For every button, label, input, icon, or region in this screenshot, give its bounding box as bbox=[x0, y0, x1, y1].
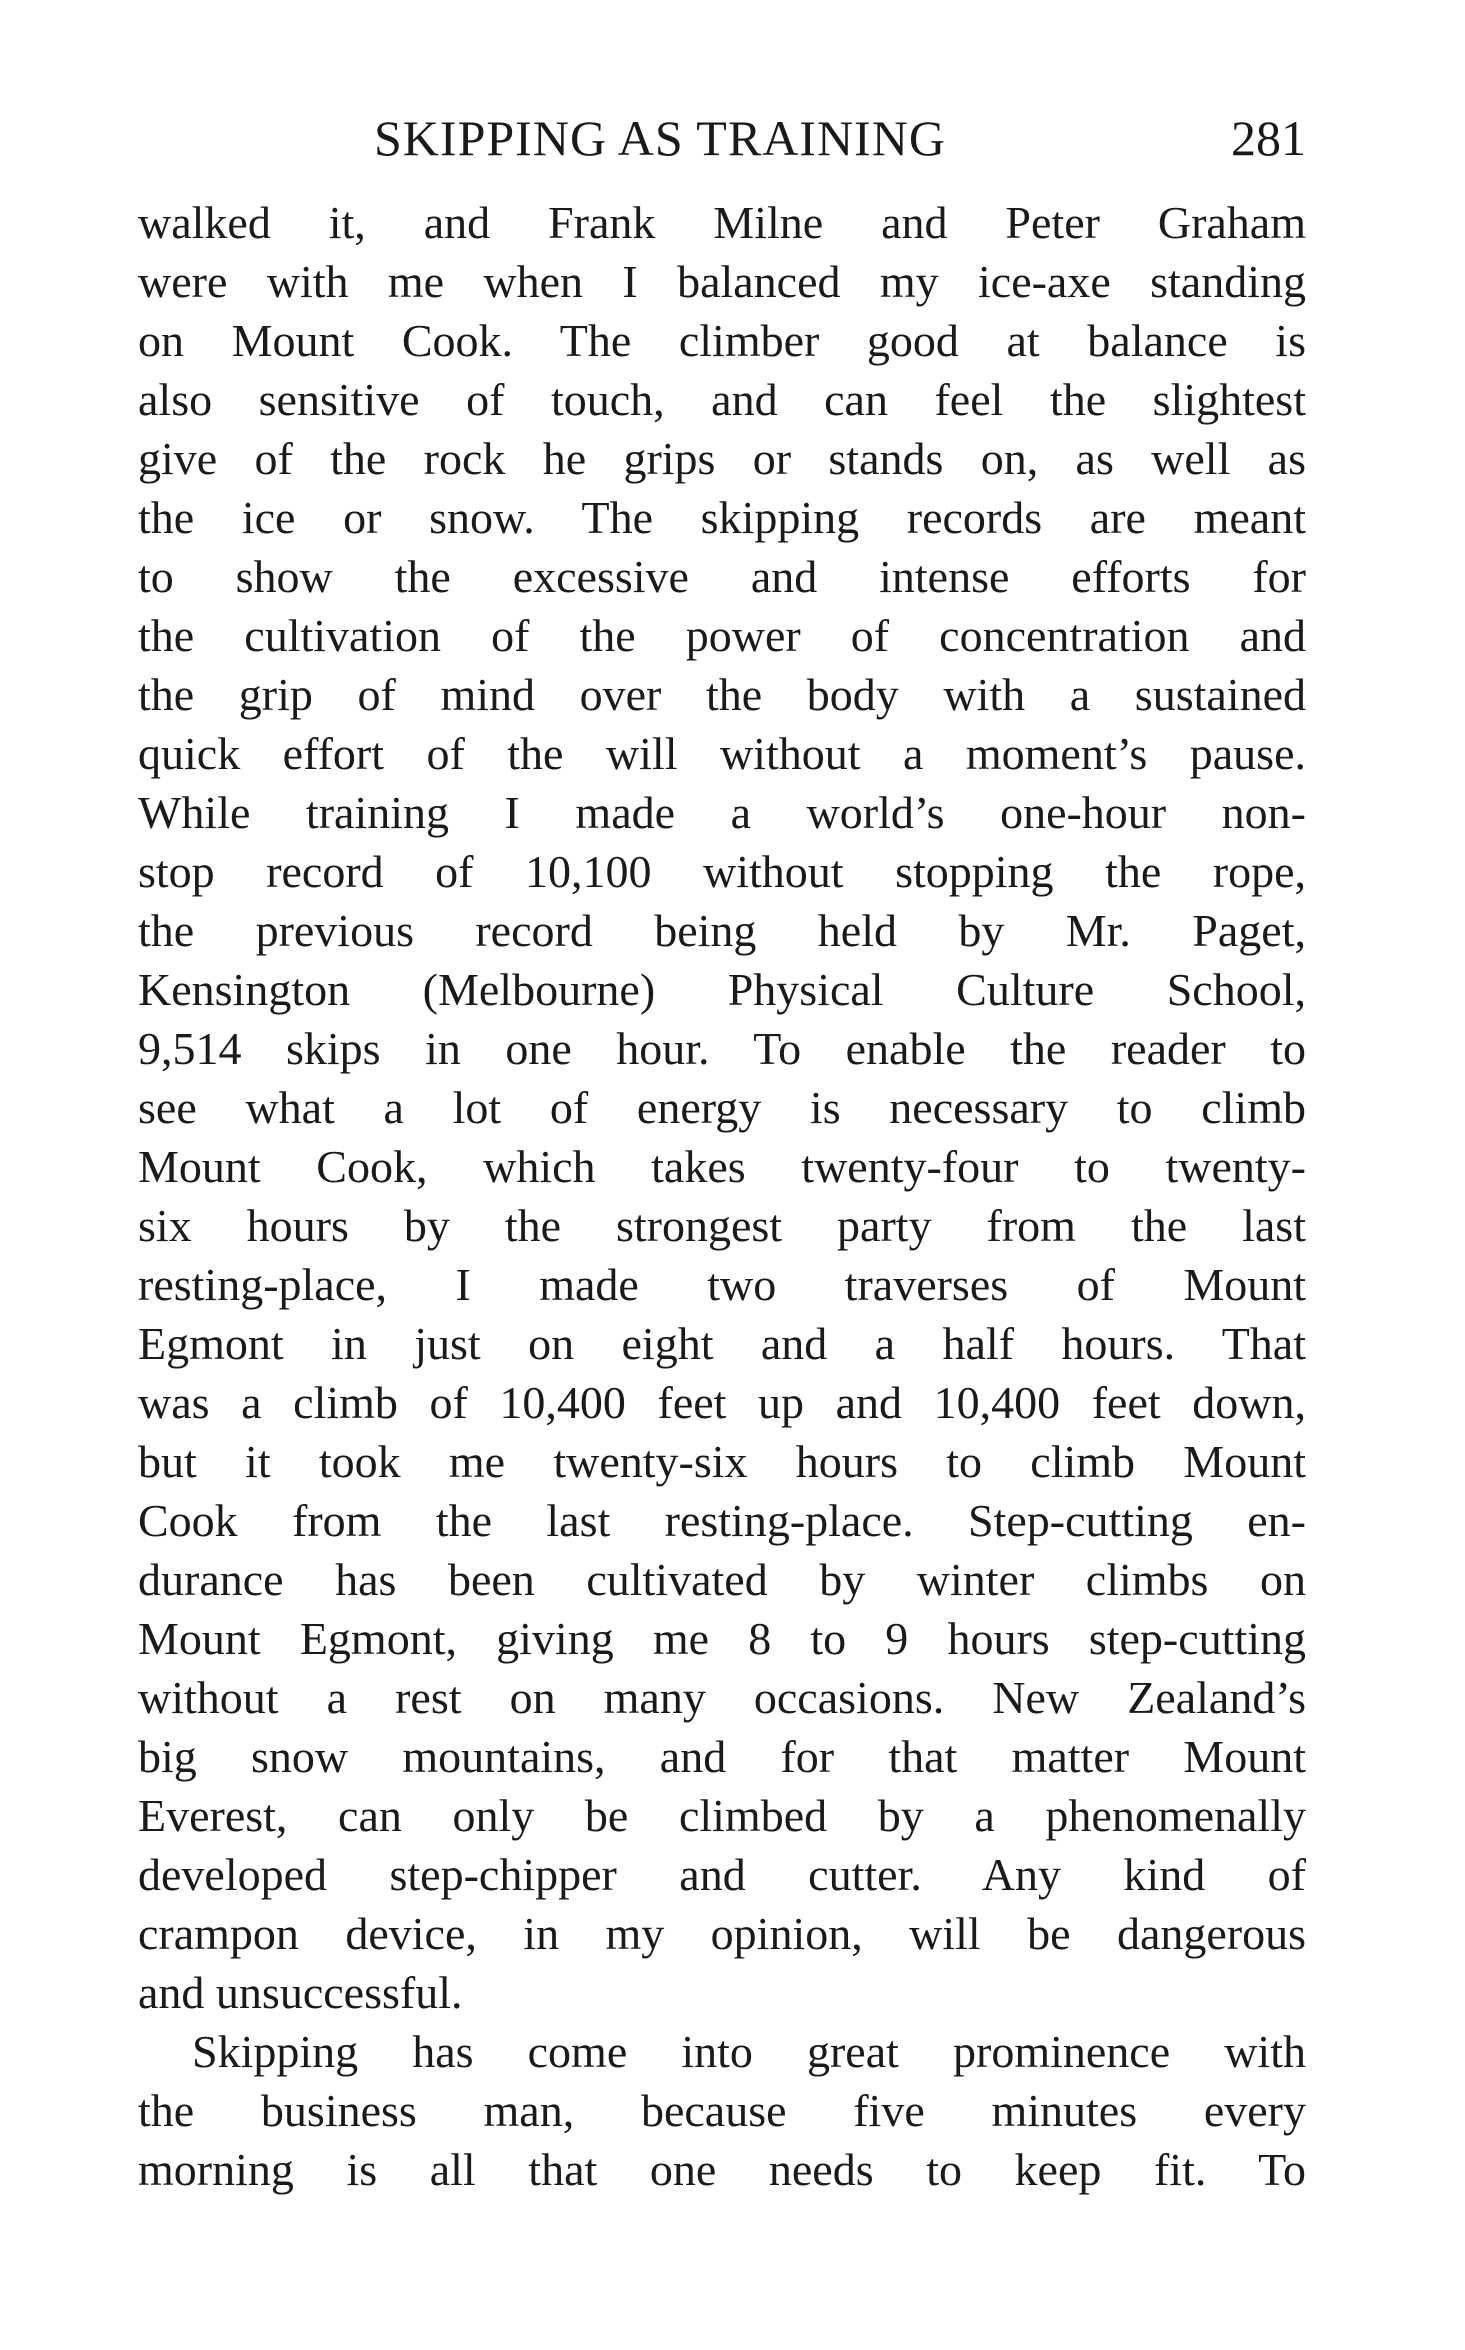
text-line: give of the rock he grips or stands on, as well as bbox=[138, 433, 1306, 484]
text-line: big snow mountains, and for that matter Mount bbox=[138, 1731, 1306, 1782]
text-line: on Mount Cook. The climber good at balance is bbox=[138, 315, 1306, 366]
text-line: the previous record being held by Mr. Paget, bbox=[138, 905, 1306, 956]
text-line: to show the excessive and intense efforts for bbox=[138, 551, 1306, 602]
text-line: Everest, can only be climbed by a phenomenally bbox=[138, 1790, 1306, 1841]
text-line: the grip of mind over the body with a sustained bbox=[138, 669, 1306, 720]
text-line: walked it, and Frank Milne and Peter Graham bbox=[138, 197, 1306, 248]
body-text bbox=[138, 193, 1306, 2199]
text-line: was a climb of 10,400 feet up and 10,400 feet down, bbox=[138, 1377, 1306, 1428]
text-line: the business man, because five minutes every bbox=[138, 2085, 1306, 2136]
text-line: morning is all that one needs to keep fit. To bbox=[138, 2144, 1306, 2195]
running-head bbox=[138, 103, 1306, 173]
text-line: Egmont in just on eight and a half hours. That bbox=[138, 1318, 1306, 1369]
text-line: six hours by the strongest party from the last bbox=[138, 1200, 1306, 1251]
text-line: Mount Cook, which takes twenty-four to twenty- bbox=[138, 1141, 1306, 1192]
text-line: also sensitive of touch, and can feel the slightest bbox=[138, 374, 1306, 425]
running-title: SKIPPING AS TRAINING bbox=[374, 110, 946, 166]
book-page bbox=[138, 0, 1306, 2350]
text-line: and unsuccessful. bbox=[138, 1967, 463, 2018]
text-line: Kensington (Melbourne) Physical Culture School, bbox=[138, 964, 1306, 1015]
text-line: Mount Egmont, giving me 8 to 9 hours step-cutting bbox=[138, 1613, 1306, 1664]
text-line: the ice or snow. The skipping records are meant bbox=[138, 492, 1306, 543]
text-line: Cook from the last resting-place. Step-cutting en- bbox=[138, 1495, 1306, 1546]
paragraph bbox=[138, 193, 1306, 2022]
text-line: were with me when I balanced my ice-axe standing bbox=[138, 256, 1306, 307]
text-line: resting-place, I made two traverses of Mount bbox=[138, 1259, 1306, 1310]
text-line: While training I made a world’s one-hour non- bbox=[138, 787, 1306, 838]
text-line: developed step-chipper and cutter. Any kind of bbox=[138, 1849, 1306, 1900]
text-line: crampon device, in my opinion, will be dangerous bbox=[138, 1908, 1306, 1959]
text-line: stop record of 10,100 without stopping the rope, bbox=[138, 846, 1306, 897]
text-line: the cultivation of the power of concentration and bbox=[138, 610, 1306, 661]
text-line: 9,514 skips in one hour. To enable the reader to bbox=[138, 1023, 1306, 1074]
text-line: quick effort of the will without a moment’s pause. bbox=[138, 728, 1306, 779]
text-line: but it took me twenty-six hours to climb Mount bbox=[138, 1436, 1306, 1487]
text-line: without a rest on many occasions. New Zealand’s bbox=[138, 1672, 1306, 1723]
page-number: 281 bbox=[1231, 110, 1306, 166]
paragraph bbox=[138, 2022, 1306, 2199]
text-line: Skipping has come into great prominence with bbox=[192, 2026, 1306, 2077]
text-line: durance has been cultivated by winter climbs on bbox=[138, 1554, 1306, 1605]
text-line: see what a lot of energy is necessary to climb bbox=[138, 1082, 1306, 1133]
